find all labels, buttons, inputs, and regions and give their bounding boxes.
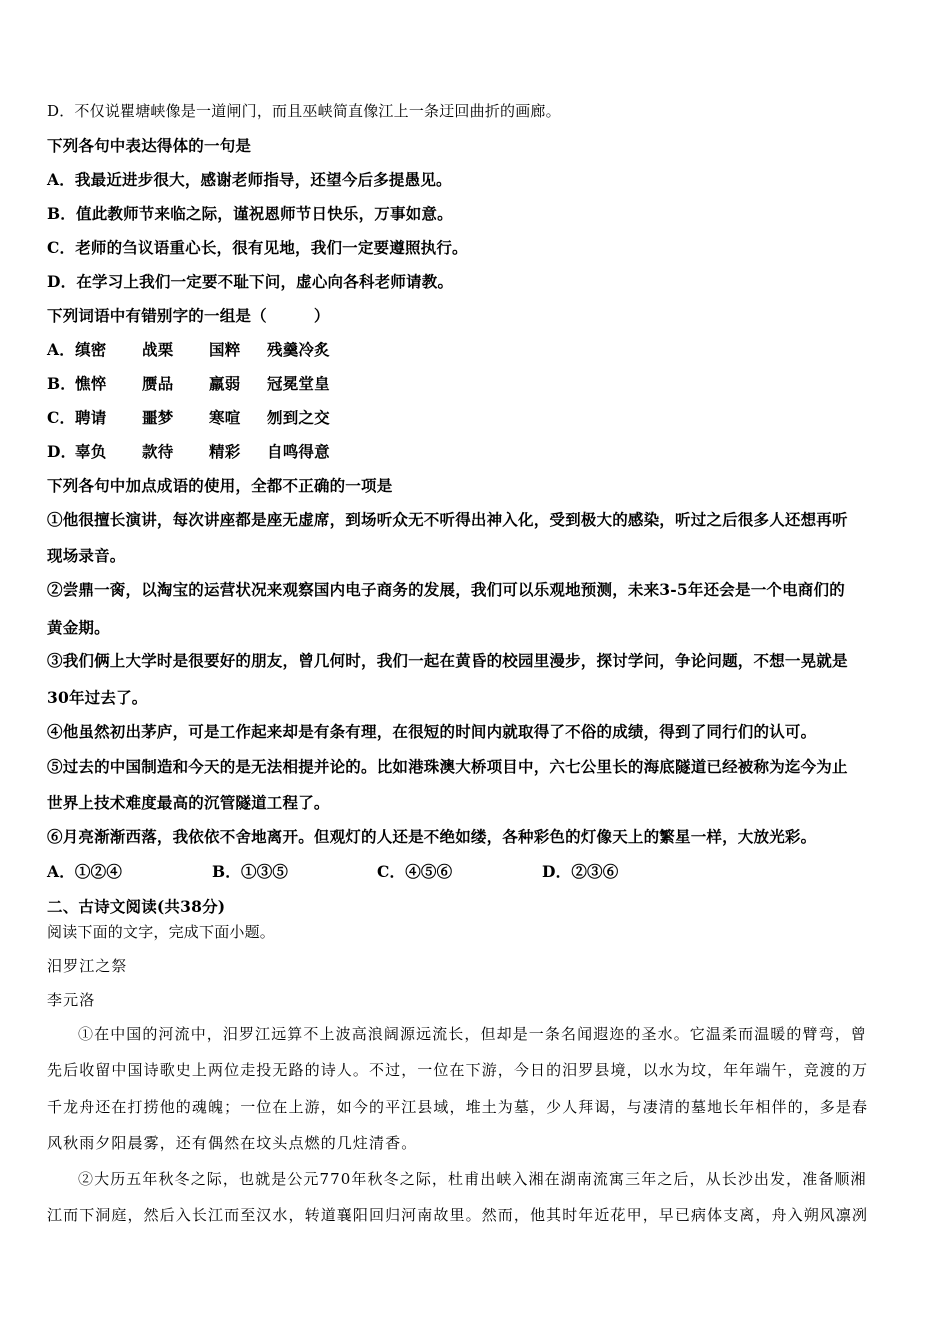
article-title: 汨罗江之祭 [47, 957, 128, 975]
article-author: 李元洛 [47, 991, 96, 1009]
option-letter: D． [47, 442, 77, 461]
question-stem-tactful: 下列各句中表达得体的一句是 [47, 136, 252, 155]
idiom-sentence-line: ③我们俩上大学时是很要好的朋友，曾几何时，我们一起在黄昏的校园里漫步，探讨学问，争论问题，不想一晃就是 [47, 651, 848, 670]
option-word: 赝品 [142, 374, 174, 393]
option-word: 聘请 [75, 408, 107, 427]
article-paragraph-line: 江而下洞庭，然后入长江而至汉水，转道襄阳回归河南故里。然而，他其时年近花甲，早已病体支离，舟入朔风凛冽 [47, 1206, 869, 1224]
option-word: 国粹 [209, 340, 241, 359]
article-paragraph-line: 先后收留中国诗歌史上两位走投无路的诗人。不过，一位在下游，今日的汨罗县境，以水为坟，年年端午，竞渡的万 [47, 1061, 869, 1079]
idiom-sentence-line: ④他虽然初出茅庐，可是工作起来却是有条有理，在很短的时间内就取得了不俗的成绩，得到了同行们的认可。 [47, 722, 817, 741]
question-stem-typo: 下列词语中有错别字的一组是（ ） [47, 306, 330, 325]
option-word: 羸弱 [209, 374, 241, 393]
option-d: D．在学习上我们一定要不耻下问，虚心向各科老师请教。 [47, 272, 454, 291]
section-heading: 二、古诗文阅读(共38分) [47, 897, 226, 916]
option-word: 噩梦 [142, 408, 174, 427]
idiom-sentence-line: 30年过去了。 [47, 688, 148, 707]
idiom-sentence-line: 世界上技术难度最高的沉管隧道工程了。 [47, 793, 330, 812]
option-c: C．老师的刍议语重心长，很有见地，我们一定要遵照执行。 [47, 238, 468, 257]
option-letter: C． [47, 408, 76, 427]
option-word: 款待 [142, 442, 174, 461]
article-paragraph-line: ①在中国的河流中，汨罗江远算不上波高浪阔源远流长，但却是一条名闻遐迩的圣水。它温柔而温暖的臂弯，曾 [78, 1025, 867, 1043]
option-word: 寒喧 [209, 408, 241, 427]
answer-option-a: A．①②④ [47, 862, 123, 881]
article-paragraph-line: ②大历五年秋冬之际，也就是公元770年秋冬之际，杜甫出峡入湘在湖南流寓三年之后，从长沙出发，准备顺湘 [78, 1170, 867, 1188]
question-stem-idiom: 下列各句中加点成语的使用，全都不正确的一项是 [47, 476, 393, 495]
option-letter: A． [47, 340, 75, 359]
idiom-sentence-line: ⑥月亮渐渐西落，我依依不舍地离开。但观灯的人还是不绝如缕，各种彩色的灯像天上的繁星一样，大放光彩。 [47, 827, 817, 846]
reading-instruction: 阅读下面的文字，完成下面小题。 [47, 923, 276, 941]
option-letter: B． [47, 374, 77, 393]
option-a: A．我最近进步很大，感谢老师指导，还望今后多提愚见。 [47, 170, 452, 189]
idiom-sentence-line: 现场录音。 [47, 546, 126, 565]
option-word: 战栗 [142, 340, 174, 359]
idiom-sentence-line: ①他很擅长演讲，每次讲座都是座无虚席，到场听众无不听得出神入化，受到极大的感染，听过之后很多人还想再听 [47, 510, 848, 529]
option-word: 刎到之交 [267, 408, 330, 427]
idiom-sentence-line: ⑤过去的中国制造和今天的是无法相提并论的。比如港珠澳大桥项目中，六七公里长的海底隧道已经被称为迄今为止 [47, 757, 848, 776]
option-word: 自鸣得意 [267, 442, 330, 461]
option-word: 憔悴 [75, 374, 107, 393]
option-word: 冠冕堂皇 [267, 374, 330, 393]
option-word: 辜负 [75, 442, 107, 461]
option-b: B．值此教师节来临之际，谨祝恩师节日快乐，万事如意。 [47, 204, 453, 223]
option-word: 缜密 [75, 340, 107, 359]
article-paragraph-line: 风秋雨夕阳晨雾，还有偶然在坟头点燃的几炷清香。 [47, 1134, 418, 1152]
answer-option-d: D．②③⑥ [542, 862, 619, 881]
article-paragraph-line: 千龙舟还在打捞他的魂魄；一位在上游，如今的平江县域，堆土为墓，少人拜谒，与凄清的墓地长年相伴的，多是春 [47, 1098, 869, 1116]
idiom-sentence-line: 黄金期。 [47, 618, 110, 637]
option-word: 精彩 [209, 442, 241, 461]
prev-question-option-d: D．不仅说瞿塘峡像是一道闸门，而且巫峡简直像江上一条迂回曲折的画廊。 [47, 102, 561, 120]
option-word: 残羹冷炙 [267, 340, 330, 359]
answer-option-c: C．④⑤⑥ [377, 862, 453, 881]
answer-option-b: B．①③⑤ [212, 862, 289, 881]
idiom-sentence-line: ②尝鼎一脔，以淘宝的运营状况来观察国内电子商务的发展，我们可以乐观地预测，未来3-5年还会是一个电商们的 [47, 580, 845, 599]
